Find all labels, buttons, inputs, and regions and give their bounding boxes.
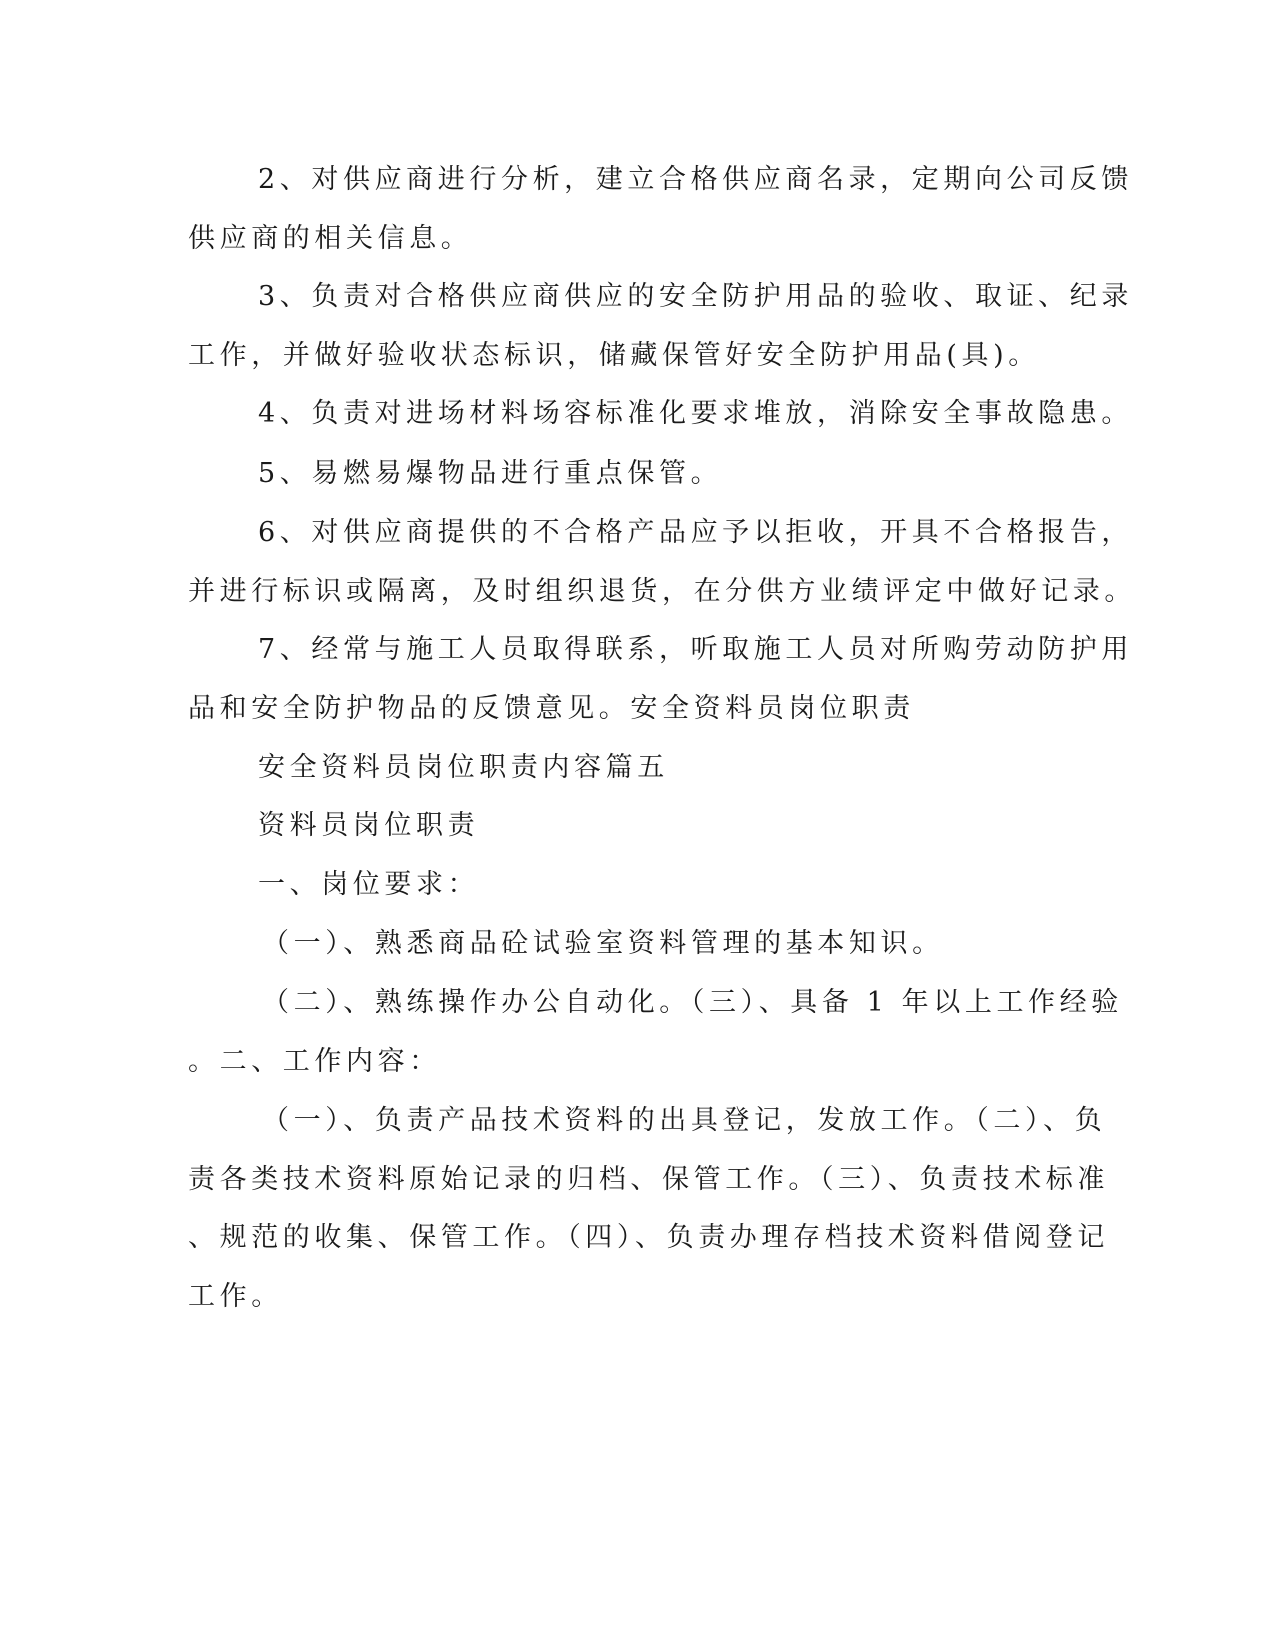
paragraph-line: 供应商的相关信息。 <box>188 223 473 254</box>
paragraph-line: 。二、工作内容： <box>188 1046 441 1077</box>
paragraph-line: （一）、负责产品技术资料的出具登记，发放工作。（二）、负 <box>262 1105 1107 1136</box>
paragraph-line: 2、对供应商进行分析，建立合格供应商名录，定期向公司反馈 <box>258 164 1133 195</box>
paragraph-line: 、规范的收集、保管工作。（四）、负责办理存档技术资料借阅登记 <box>188 1222 1109 1253</box>
section-heading: 一、岗位要求： <box>258 869 480 900</box>
paragraph-line: 4、负责对进场材料场容标准化要求堆放，消除安全事故隐患。 <box>258 398 1133 429</box>
paragraph-line: 3、负责对合格供应商供应的安全防护用品的验收、取证、纪录 <box>258 281 1133 312</box>
paragraph-line: 并进行标识或隔离，及时组织退货，在分供方业绩评定中做好记录。 <box>188 576 1136 607</box>
paragraph-line: 6、对供应商提供的不合格产品应予以拒收，开具不合格报告， <box>258 517 1133 548</box>
paragraph-line: （一）、熟悉商品砼试验室资料管理的基本知识。 <box>262 928 944 959</box>
section-heading: 安全资料员岗位职责内容篇五 <box>258 752 669 783</box>
paragraph-line: 责各类技术资料原始记录的归档、保管工作。（三）、负责技术标准 <box>188 1164 1109 1195</box>
paragraph-line: 工作，并做好验收状态标识，储藏保管好安全防护用品(具)。 <box>188 340 1040 371</box>
section-heading: 资料员岗位职责 <box>258 810 480 841</box>
paragraph-line: （二）、熟练操作办公自动化。（三）、具备 1 年以上工作经验 <box>262 987 1123 1018</box>
paragraph-line: 工作。 <box>188 1281 283 1312</box>
paragraph-line: 5、易燃易爆物品进行重点保管。 <box>258 458 723 489</box>
paragraph-line: 品和安全防护物品的反馈意见。安全资料员岗位职责 <box>188 693 915 724</box>
paragraph-line: 7、经常与施工人员取得联系，听取施工人员对所购劳动防护用 <box>258 634 1133 665</box>
